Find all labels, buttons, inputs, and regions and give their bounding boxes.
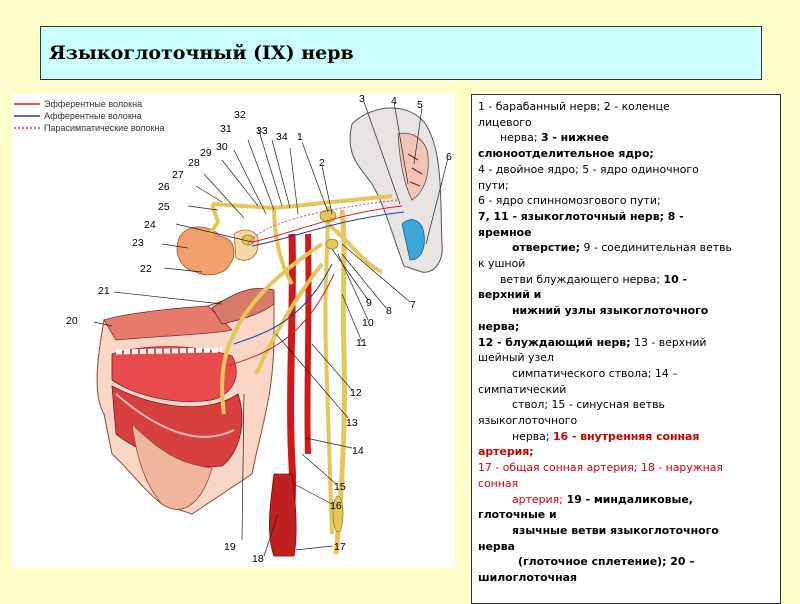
- label-8: 8: [386, 305, 392, 317]
- legend-parasympathetic-label: Парасимпатические волокна: [44, 123, 165, 133]
- caption-line: [478, 350, 774, 366]
- label-27: 27: [172, 169, 184, 181]
- label-2: 2: [319, 157, 325, 169]
- caption-line: [478, 240, 774, 256]
- caption-segment: сонная: [478, 476, 519, 490]
- caption-segment: лицевого: [478, 115, 532, 129]
- caption-line: [478, 162, 774, 178]
- caption-segment: слюноотделительное ядро;: [478, 147, 654, 161]
- caption-segment: нерва;: [478, 319, 520, 333]
- label-15: 15: [334, 481, 346, 493]
- caption-segment: шейный узел: [478, 351, 554, 365]
- label-18: 18: [252, 553, 264, 565]
- caption-segment: симпатического ствола; 14 –: [512, 366, 678, 380]
- caption-line: [478, 460, 774, 476]
- caption-line: [478, 382, 774, 398]
- caption-line: [478, 209, 774, 225]
- caption-line: [478, 303, 774, 319]
- caption-line: [478, 429, 774, 445]
- caption-segment: ветви блуждающего нерва;: [500, 272, 664, 286]
- label-26: 26: [158, 181, 170, 193]
- caption-segment: к ушной: [478, 257, 526, 271]
- caption-line: [478, 115, 774, 131]
- caption-line: [478, 193, 774, 209]
- legend: [14, 99, 164, 133]
- caption-line: [478, 570, 774, 586]
- caption-line: [478, 507, 774, 523]
- label-7: 7: [410, 299, 416, 311]
- caption-line: [478, 319, 774, 335]
- label-22: 22: [140, 263, 152, 275]
- label-4: 4: [391, 95, 397, 107]
- label-24: 24: [144, 219, 156, 231]
- caption-segment: 17 - общая сонная артерия; 18 - наружная: [478, 461, 723, 475]
- caption-line: [478, 413, 774, 429]
- caption-segment: симпатический: [478, 382, 567, 396]
- caption-segment: 9 - соединительная ветвь: [580, 241, 732, 255]
- label-3: 3: [359, 94, 365, 105]
- caption-line: [478, 366, 774, 382]
- caption-line: [478, 146, 774, 162]
- caption-segment: 7, 11 - языкоглоточный нерв; 8 -: [478, 209, 684, 223]
- label-17: 17: [334, 541, 346, 553]
- caption-line: [478, 397, 774, 413]
- label-21: 21: [98, 285, 110, 297]
- brainstem: [350, 108, 442, 272]
- label-14: 14: [352, 445, 364, 457]
- caption-segment: верхний и: [478, 288, 542, 302]
- label-30: 30: [216, 141, 228, 153]
- label-29: 29: [200, 147, 212, 159]
- head-section: [97, 288, 274, 514]
- label-32: 32: [234, 109, 246, 121]
- label-1: 1: [297, 131, 303, 143]
- caption-line: [478, 256, 774, 272]
- label-6: 6: [446, 151, 452, 163]
- caption-segment: нерва;: [500, 131, 541, 145]
- label-11: 11: [356, 337, 367, 349]
- label-23: 23: [132, 237, 144, 249]
- caption-segment: 6 - ядро спинномозгового пути;: [478, 194, 661, 208]
- title-box: [40, 26, 762, 80]
- caption-text: [478, 99, 774, 586]
- caption-line: [478, 287, 774, 303]
- caption-line: [478, 492, 774, 508]
- caption-line: [478, 335, 774, 351]
- caption-segment: 3 - нижнее: [540, 131, 609, 145]
- label-5: 5: [417, 99, 423, 111]
- caption-line: [478, 99, 774, 115]
- caption-segment: язычные ветви языкоглоточного: [512, 523, 719, 537]
- caption-segment: 13 - верхний: [630, 335, 707, 349]
- caption-line: [478, 554, 774, 570]
- caption-segment: пути;: [478, 178, 509, 192]
- label-25: 25: [158, 201, 170, 213]
- label-28: 28: [188, 157, 200, 169]
- label-20: 20: [66, 315, 78, 327]
- caption-segment: языкоглоточного: [478, 414, 578, 428]
- caption-segment: 16 - внутренняя сонная: [552, 429, 700, 443]
- caption-segment: нерва;: [512, 429, 553, 443]
- label-13: 13: [346, 417, 358, 429]
- slide-title: Языкоглоточный (IX) нерв: [49, 42, 354, 64]
- caption-segment: яремное: [478, 225, 532, 239]
- caption-segment: шилоглоточная: [478, 571, 577, 585]
- anatomy-illustration: [12, 94, 455, 568]
- caption-line: [478, 444, 774, 460]
- caption-line: [478, 130, 774, 146]
- caption-segment: артерия;: [478, 445, 534, 459]
- label-10: 10: [362, 317, 374, 329]
- caption-line: [478, 272, 774, 288]
- anatomy-drawing: [12, 94, 455, 568]
- label-31: 31: [220, 123, 232, 135]
- label-16: 16: [330, 500, 342, 512]
- caption-segment: 4 - двойное ядро; 5 - ядро одиночного: [478, 162, 699, 176]
- caption-segment: (глоточное сплетение); 20 –: [518, 555, 695, 569]
- caption-line: [478, 539, 774, 555]
- caption-segment: нерва: [478, 539, 515, 553]
- caption-line: [478, 523, 774, 539]
- legend-efferent-label: Эфферентные волокна: [44, 99, 143, 109]
- legend-afferent-label: Афферентные волокна: [44, 111, 142, 121]
- caption-segment: 1 - барабанный нерв; 2 - коленце: [478, 100, 670, 113]
- caption-segment: глоточные и: [478, 508, 557, 522]
- label-33: 33: [256, 125, 268, 137]
- label-34: 34: [276, 131, 288, 143]
- caption-line: [478, 225, 774, 241]
- caption-line: [478, 178, 774, 194]
- caption-segment: артерия;: [512, 492, 563, 506]
- caption-segment: ствол; 15 - синусная ветвь: [512, 398, 665, 412]
- caption-box: [471, 94, 781, 604]
- label-19: 19: [224, 541, 236, 553]
- caption-segment: 19 - миндаликовые,: [562, 492, 693, 506]
- caption-segment: нижний узлы языкоглоточного: [512, 304, 709, 318]
- caption-line: [478, 476, 774, 492]
- label-12: 12: [350, 387, 362, 399]
- caption-segment: 10 -: [663, 272, 687, 286]
- label-9: 9: [366, 297, 372, 309]
- caption-segment: 12 - блуждающий нерв;: [478, 335, 631, 349]
- caption-segment: отверстие;: [512, 241, 581, 255]
